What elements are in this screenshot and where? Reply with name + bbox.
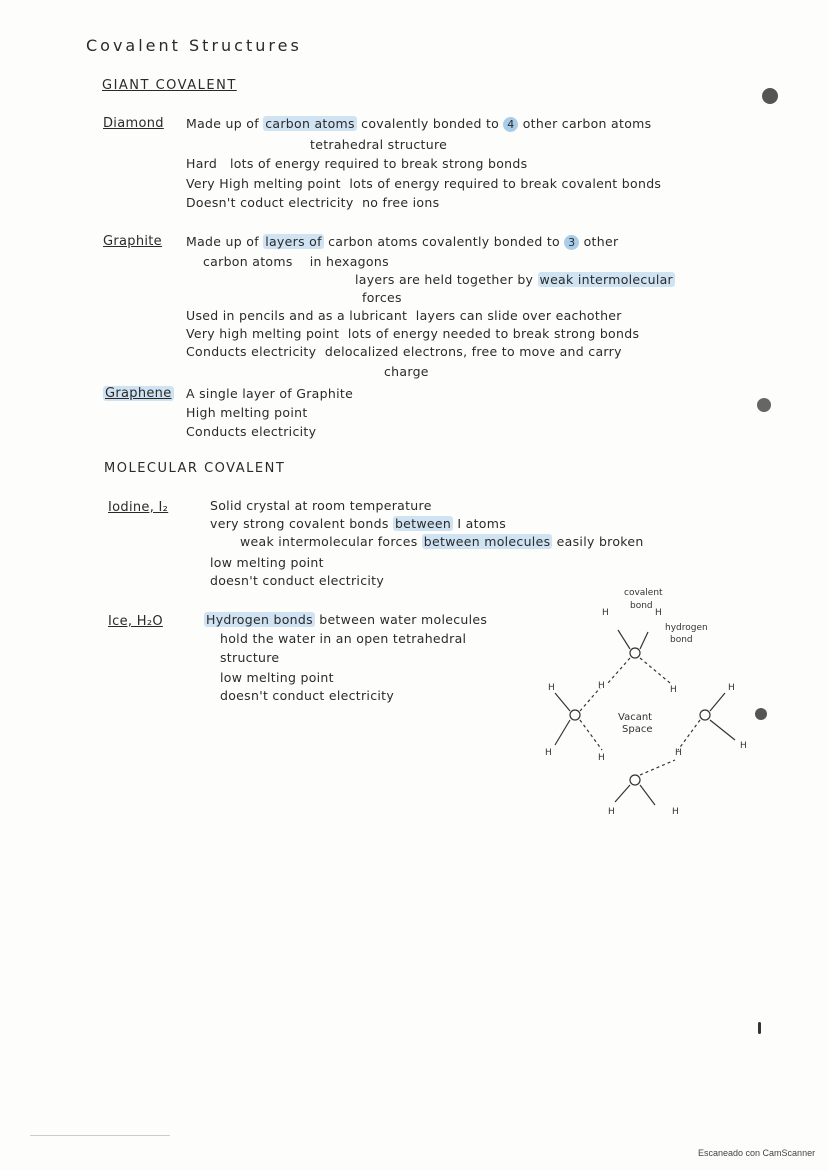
iodine-line-3: weak intermolecular forces between molecules easily broken	[240, 534, 644, 549]
hydrogen-atom-label: H	[670, 685, 677, 695]
vacant-label: Vacant	[618, 712, 653, 723]
oxygen-atom	[630, 775, 640, 785]
ice-structure-diagram	[530, 580, 770, 830]
graphene-line-3: Conducts electricity	[186, 424, 317, 439]
graphite-line-2: carbon atoms in hexagons	[203, 254, 389, 269]
space-label: Space	[622, 724, 653, 735]
iodine-label: Iodine, I₂	[108, 500, 169, 515]
diamond-line-5: Doesn't coduct electricity no free ions	[186, 195, 440, 210]
hydrogen-atom-label: H	[598, 681, 605, 691]
hydrogen-atom-label: H	[545, 748, 552, 758]
hydrogen-atom-label: H	[548, 683, 555, 693]
binder-hole	[755, 708, 767, 720]
hydrogen-atom-label: H	[672, 807, 679, 817]
ice-line-1: Hydrogen bonds between water molecules	[206, 612, 488, 627]
scanner-watermark: Escaneado con CamScanner	[698, 1148, 816, 1158]
iodine-line-2: very strong covalent bonds between I atoms	[210, 516, 507, 531]
ice-line-3: structure	[220, 650, 280, 665]
hydrogen-atom-label: H	[655, 608, 662, 618]
graphite-line-1: Made up of layers of carbon atoms covalently bonded to 3 other	[186, 234, 619, 249]
bottom-rule	[30, 1135, 170, 1136]
oxygen-atom	[630, 648, 640, 658]
hydrogen-atom-label: H	[728, 683, 735, 693]
graphite-line-6c: charge	[384, 364, 429, 379]
diamond-line-2: tetrahedral structure	[310, 137, 448, 152]
graphite-line-4: Used in pencils and as a lubricant layers can slide over eachother	[186, 308, 622, 323]
hydrogen-atom-label: H	[602, 608, 609, 618]
diamond-line-3: Hard lots of energy required to break strong bonds	[186, 156, 528, 171]
binder-mark	[758, 1022, 761, 1034]
binder-hole	[762, 88, 778, 104]
ice-line-4: low melting point	[220, 670, 334, 685]
oxygen-atom	[700, 710, 710, 720]
graphite-line-6: Conducts electricity delocalized electrons, free to move and carry	[186, 344, 622, 359]
hydrogen-atom-label: H	[608, 807, 615, 817]
ice-line-5: doesn't conduct electricity	[220, 688, 395, 703]
hydrogen-label: hydrogen	[665, 623, 708, 633]
iodine-line-4: low melting point	[210, 555, 324, 570]
ice-label: Ice, H₂O	[108, 614, 163, 629]
hydrogen-atom-label: H	[740, 741, 747, 751]
covalent-bond-label: bond	[630, 601, 653, 611]
ice-line-2: hold the water in an open tetrahedral	[220, 631, 467, 646]
graphene-line-2: High melting point	[186, 405, 308, 420]
hydrogen-atom-label: H	[675, 748, 682, 758]
diamond-line-1: Made up of carbon atoms covalently bonded to 4 other carbon atoms	[186, 116, 652, 131]
iodine-line-1: Solid crystal at room temperature	[210, 498, 432, 513]
binder-hole	[757, 398, 771, 412]
oxygen-atom	[570, 710, 580, 720]
iodine-line-5: doesn't conduct electricity	[210, 573, 385, 588]
diamond-label: Diamond	[103, 116, 164, 131]
graphene-line-1: A single layer of Graphite	[186, 386, 354, 401]
graphite-line-5: Very high melting point lots of energy needed to break strong bonds	[186, 326, 640, 341]
graphite-line-3c: forces	[362, 290, 402, 305]
graphene-label: Graphene	[105, 386, 172, 401]
diamond-line-4: Very High melting point lots of energy required to break covalent bonds	[186, 176, 662, 191]
hydrogen-bond-label: bond	[670, 635, 693, 645]
molecular-covalent-heading: MOLECULAR COVALENT	[104, 461, 286, 476]
graphite-line-3: layers are held together by weak intermolecular	[355, 272, 673, 287]
giant-covalent-heading: GIANT COVALENT	[102, 78, 237, 93]
graphite-label: Graphite	[103, 234, 162, 249]
covalent-label: covalent	[624, 588, 663, 598]
hydrogen-atom-label: H	[598, 753, 605, 763]
page-title: Covalent Structures	[86, 36, 302, 55]
